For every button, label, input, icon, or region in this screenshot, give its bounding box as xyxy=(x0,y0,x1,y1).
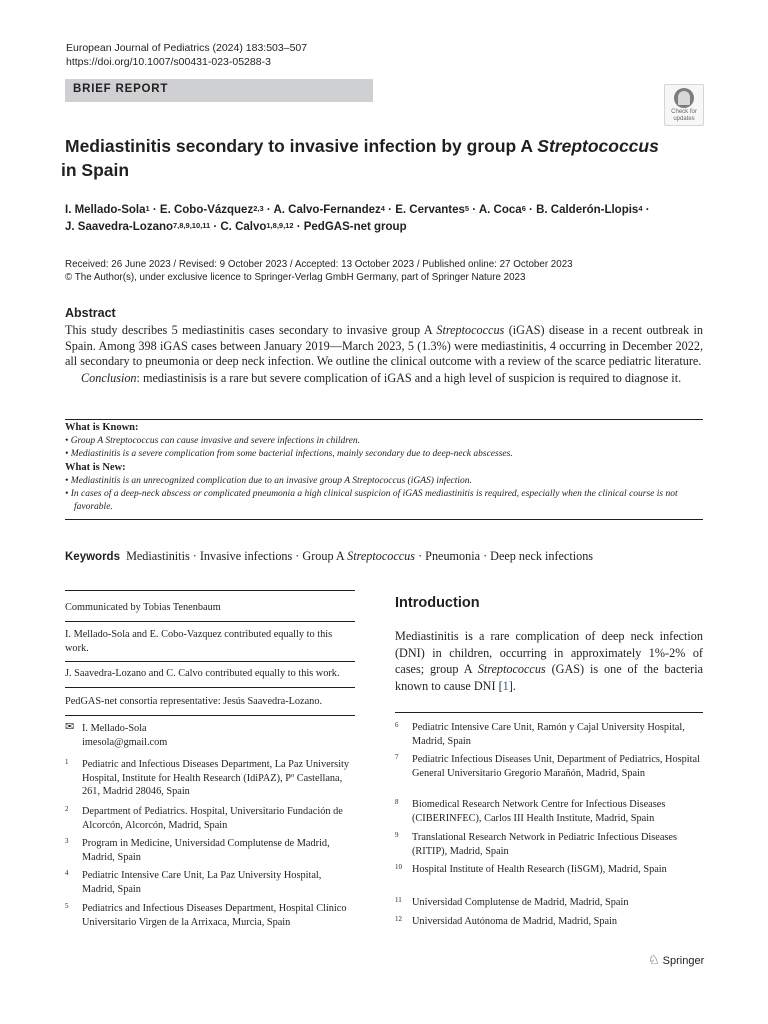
abstract-conclusion: Conclusion: mediastinisis is a rare but severe complication of iGAS and a high level of suspicion is required to diagnose it. xyxy=(81,370,682,385)
journal-doi[interactable]: https://doi.org/10.1007/s00431-023-05288-3 xyxy=(66,56,271,68)
affiliation: 1 Pediatric and Infectious Diseases Department, La Paz University Hospital, Institute for Health Research (IdiPAZ), Pº Castellana, 261, Madrid 28046, Spain xyxy=(65,758,350,797)
divider xyxy=(65,715,355,716)
author[interactable]: PedGAS-net group xyxy=(303,221,407,233)
check-updates-line1: Check for xyxy=(671,109,697,115)
title-text-end: in Spain xyxy=(61,160,130,180)
affiliation: 6 Pediatric Intensive Care Unit, Ramón y Cajal University Hospital, Madrid, Spain xyxy=(395,721,685,747)
divider xyxy=(65,621,355,622)
equal-contribution-note-1: I. Mellado-Sola and E. Cobo-Vazquez contributed equally to this work. xyxy=(65,629,333,654)
communicated-note: Communicated by Tobias Tenenbaum xyxy=(65,602,221,613)
author[interactable]: A. Calvo-Fernandez$^4$ xyxy=(273,204,385,216)
author-list: I. Mellado-Sola$^1$ · E. Cobo-Vázquez$^{2,3}$ · A. Calvo-Fernandez$^4$ · E. Cervantes$^5$ · A. Coca$^6$ · B. Calderón-Llopis$^4$ · J. Saavedra-Lozano$^{7,8,9,10,11}$ · C. Calvo$^{1,8,9,12}$ · PedGAS-net group xyxy=(65,204,650,233)
author[interactable]: A. Coca$^6$ xyxy=(478,204,526,216)
keywords-label: Keywords xyxy=(65,551,120,563)
copyright-line: © The Author(s), under exclusive licence to Springer-Verlag GmbH Germany, part of Springer Nature 2023 xyxy=(65,272,526,283)
affiliation: 3 Program in Medicine, Universidad Complutense de Madrid, Madrid, Spain xyxy=(65,837,330,863)
abstract-paragraph: This study describes 5 mediastinitis cases secondary to invasive group A Streptococcus (iGAS) disease in a recent outbreak in Spain. Among 398 iGAS cases between January 2019—March 2023, 5 (1.3%) were mediastinitis, 4 occurring in December 2022, all secondary to pneumonia or deep neck infection. We outline the clinical outcome with a review of the scarce pediatric literature. xyxy=(65,323,703,368)
title-text: Mediastinitis secondary to invasive infection by group A xyxy=(65,136,538,156)
divider xyxy=(65,687,355,688)
consortia-note: PedGAS-net consortia representative: Jesús Saavedra-Lozano. xyxy=(65,696,323,707)
introduction-body: Mediastinitis is a rare complication of deep neck infection (DNI) in children, occurring in approximately 1%-2% of cases; group A Streptococcus (GAS) is one of the bacteria known to cause DNI [1]. xyxy=(395,629,703,693)
what-is-known-box xyxy=(65,419,703,520)
abstract-heading: Abstract xyxy=(65,306,116,320)
publisher-name: Springer xyxy=(662,955,705,967)
author[interactable]: B. Calderón-Llopis$^4$ xyxy=(536,204,643,216)
author[interactable]: I. Mellado-Sola$^1$ xyxy=(65,204,150,216)
affiliation: 9 Translational Research Network in Pediatric Infectious Diseases (RITIP), Madrid, Spain xyxy=(395,831,677,857)
known-item: • Mediastinitis is a severe complication from some bacterial infections, mainly secondary due to deep-neck abscesses. xyxy=(65,449,513,459)
new-item: • In cases of a deep-neck abscess or complicated pneumonia a high clinical suspicion of iGAS mediastinitis is required, especially when the clinical course is not favorable. xyxy=(65,489,678,512)
affiliation: 2 Department of Pediatrics. Hospital, Universitario Fundación de Alcorcón, Alcorcón, Madrid, Spain xyxy=(65,805,343,831)
new-item: • Mediastinitis is an unrecognized complication due to an invasive group A Streptococcus (iGAS) infection. xyxy=(65,476,472,486)
check-updates-icon xyxy=(674,88,694,108)
check-updates-line2: updates xyxy=(673,116,695,122)
corresponding-name: I. Mellado-Sola xyxy=(82,723,147,734)
affiliation: 8 Biomedical Research Network Centre for Infectious Diseases (CIBERINFEC), Carlos III Health Institute, Madrid, Spain xyxy=(395,798,666,824)
dates-line: Received: 26 June 2023 / Revised: 9 October 2023 / Accepted: 13 October 2023 / Published online: 27 October 2023 xyxy=(65,259,573,270)
affiliation: 7 Pediatric Infectious Diseases Unit, Department of Pediatrics, Hospital General Universitario Gregorio Marañón, Madrid, Spain xyxy=(395,753,700,779)
affiliation: 11 Universidad Complutense de Madrid, Madrid, Spain xyxy=(395,896,629,908)
author[interactable]: E. Cobo-Vázquez$^{2,3}$ xyxy=(159,204,264,216)
affiliation: 4 Pediatric Intensive Care Unit, La Paz University Hospital, Madrid, Spain xyxy=(65,869,322,895)
author[interactable]: C. Calvo$^{1,8,9,12}$ xyxy=(220,221,294,233)
article-title xyxy=(61,134,705,182)
title-italic: Streptococcus xyxy=(537,136,659,156)
springer-horse-icon: ♘ xyxy=(648,952,660,967)
divider xyxy=(395,712,703,713)
affiliation: 5 Pediatrics and Infectious Diseases Department, Hospital Clínico Universitario Virgen de la Arrixaca, Murcia, Spain xyxy=(65,902,347,928)
author[interactable]: E. Cervantes$^5$ xyxy=(395,204,470,216)
section-label-bar xyxy=(65,79,373,102)
journal-header xyxy=(66,41,307,69)
affiliation: 12 Universidad Autónoma de Madrid, Madrid, Spain xyxy=(395,915,618,927)
divider xyxy=(65,590,355,591)
keywords: Keywords Mediastinitis · Invasive infections · Group A Streptococcus · Pneumonia · Deep neck infections xyxy=(65,549,594,563)
equal-contribution-note-2: J. Saavedra-Lozano and C. Calvo contributed equally to this work. xyxy=(65,668,340,679)
new-heading: What is New: xyxy=(65,462,126,473)
known-heading: What is Known: xyxy=(65,422,139,433)
envelope-icon: ✉ xyxy=(65,721,75,733)
corresponding-email[interactable]: imesola@gmail.com xyxy=(82,736,168,748)
divider xyxy=(65,661,355,662)
section-label: BRIEF REPORT xyxy=(73,83,169,95)
citation-link[interactable]: 1 xyxy=(502,678,509,693)
abstract-body xyxy=(65,323,703,386)
introduction-heading: Introduction xyxy=(395,595,480,611)
journal-citation: European Journal of Pediatrics (2024) 183:503–507 xyxy=(66,42,308,54)
affiliation: 10 Hospital Institute of Health Research (IiSGM), Madrid, Spain xyxy=(395,863,667,875)
publisher-logo xyxy=(648,952,704,968)
publication-dates xyxy=(65,258,705,284)
check-for-updates-badge[interactable] xyxy=(664,84,704,126)
corresponding-author xyxy=(65,722,355,749)
known-item: • Group A Streptococcus can cause invasive and severe infections in children. xyxy=(65,436,360,446)
author[interactable]: J. Saavedra-Lozano$^{7,8,9,10,11}$ xyxy=(65,221,211,233)
